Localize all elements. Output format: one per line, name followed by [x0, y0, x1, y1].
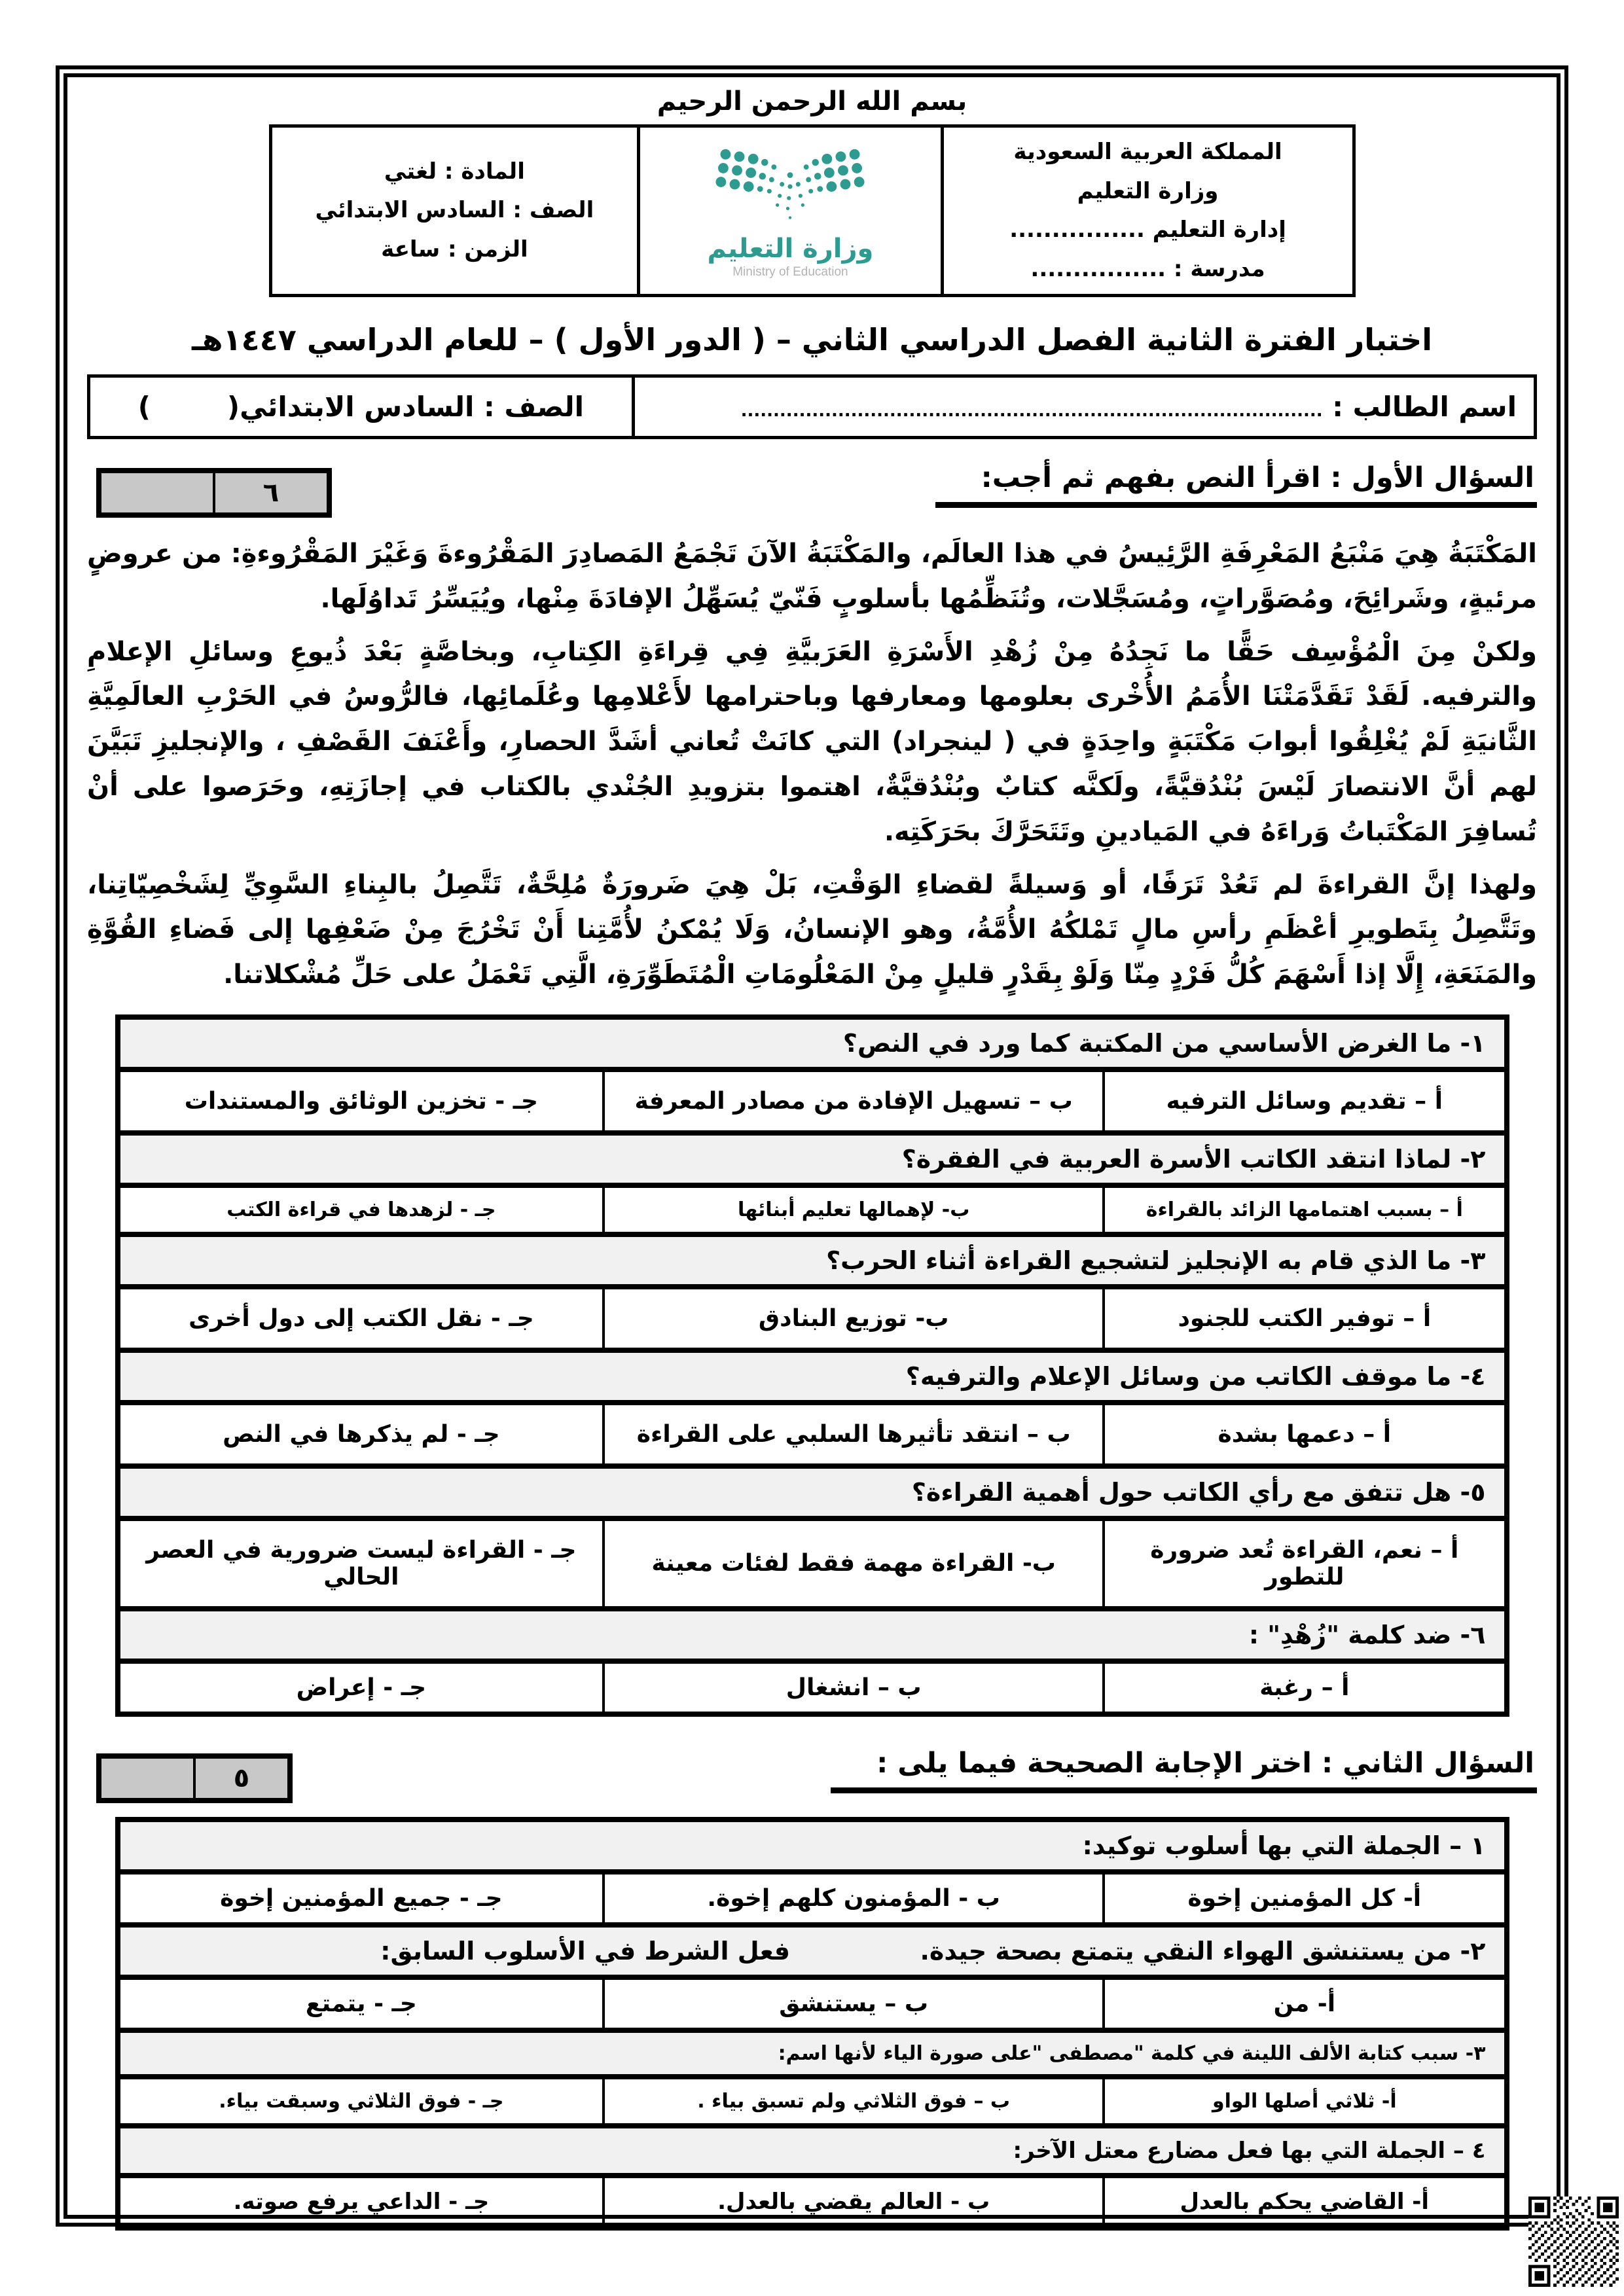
options-row [118, 1185, 1507, 1234]
option-b-cell: ب – انتقد تأثيرها السلبي على القراءة [604, 1403, 1104, 1466]
option-a-cell: أ- من [1104, 1977, 1506, 2030]
options-row [118, 1872, 1507, 1925]
student-name-cell [633, 376, 1535, 438]
logo-subtitle: Ministry of Education [732, 264, 848, 279]
question-row [118, 1609, 1507, 1661]
section1-questions-table [115, 1014, 1509, 1717]
student-class-cell: الصف : السادس الابتدائي( ) [89, 376, 634, 438]
section2-grade-value: ٥ [193, 1759, 287, 1798]
option-a-cell: أ – توفير الكتب للجنود [1104, 1287, 1506, 1350]
qr-code-icon [1528, 2197, 1619, 2287]
page-border-frame [56, 65, 1568, 2227]
question-text: ١- ما الغرض الأساسي من المكتبة كما ورد في النص؟ [118, 1017, 1507, 1069]
passage-paragraph-2: ولكنْ مِنَ الْمُؤْسِف حَقًّا ما نَجِدُهُ مِنْ زُهْدِ الأَسْرَةِ العَرَبيَّةِ فِي قِراءَةِ الكِتابِ، وبخاصَّةٍ بَعْدَ ذُيوعِ وسائلِ الإعلامِ والترفيه. لَقَدْ تَقَدَّمَتْنَا الأُمَمُ الأُخْرى بعلومها ومعارفها وباحترامها لأَعْلامِها وعُلَمائِها، فالرُّوسُ في الحَرْبِ العالَمِيَّةِ الثَّانيَةِ لَمْ يُغْلِقُوا أبوابَ مَكْتَبَةٍ واحِدَةٍ في ( لينجراد) التي كانَتْ تُعاني أشَدَّ الحصارِ، وأَعْنَفَ القَصْفِ ، والإنجليزِ تَبَيَّنَ لهم أنَّ الانتصارَ لَيْسَ بُنْدُقيَّةً، ولَكنَّه كتابٌ وبُنْدُقيَّةٌ، اهتموا بتزويدِ الجُنْدي بالكتاب في إجازَتِهِ، وحَرَصوا على أنْ تُسافِرَ المَكْتَباتُ وَراءَهُ في المَيادينِ وتَتَحَرَّكَ بحَرَكَتِه. [87, 636, 1537, 847]
option-b-cell: ب – يستنشق [604, 1977, 1104, 2030]
question-text: ٣- ما الذي قام به الإنجليز لتشجيع القراءة أثناء الحرب؟ [118, 1234, 1507, 1287]
question-text: ٤- ما موقف الكاتب من وسائل الإعلام والترفيه؟ [118, 1350, 1507, 1403]
header-right-cell [942, 126, 1354, 296]
question-text: ٢- من يستنشق الهواء النقي يتمتع بصحة جيدة. فعل الشرط في الأسلوب السابق: [118, 1925, 1507, 1977]
kingdom-line: المملكة العربية السعودية [1013, 139, 1282, 165]
option-b-cell: ب - العالم يقضي بالعدل. [604, 2176, 1104, 2228]
student-info-table [87, 374, 1537, 439]
option-c-cell: جـ - يتمتع [118, 1977, 604, 2030]
logo-wordmark: وزارة التعليم [707, 233, 874, 264]
option-b-cell: ب- لإهمالها تعليم أبنائها [604, 1185, 1104, 1234]
options-row [118, 2077, 1507, 2126]
option-c-cell: جـ - إعراض [118, 1661, 604, 1714]
option-b-cell: ب – فوق الثلاثي ولم تسبق بياء . [604, 2077, 1104, 2126]
option-b-cell: ب – انشغال [604, 1661, 1104, 1714]
school-line: مدرسة : ................ [1030, 255, 1265, 282]
header-left-cell [270, 126, 639, 296]
section2-questions-table [115, 1817, 1509, 2231]
option-a-cell: أ – دعمها بشدة [1104, 1403, 1506, 1466]
options-row [118, 1403, 1507, 1466]
options-row [118, 1287, 1507, 1350]
question-row [118, 1925, 1507, 1977]
question-row [118, 1234, 1507, 1287]
option-b-cell: ب - المؤمنون كلهم إخوة. [604, 1872, 1104, 1925]
ministry-of-education-logo-icon [704, 143, 876, 232]
student-name-line: .......................................................................................... [740, 401, 1323, 421]
edu-admin-line: إدارة التعليم ................ [1009, 217, 1286, 243]
option-a-cell: أ – رغبة [1104, 1661, 1506, 1714]
option-b-cell: ب- القراءة مهمة فقط لفئات معينة [604, 1518, 1104, 1609]
section1-grade-box [96, 468, 332, 518]
options-row [118, 1977, 1507, 2030]
question-text: ٥- هل تتفق مع رأي الكاتب حول أهمية القراءة؟ [118, 1466, 1507, 1518]
section2-heading-block [87, 1747, 1537, 1809]
options-row [118, 1069, 1507, 1133]
passage-paragraph-1: المَكْتَبَةُ هِيَ مَنْبَعُ المَعْرِفَةِ الرَّئِيسُ في هذا العالَم، والمَكْتَبَةُ الآنَ تَجْمَعُ المَصادِرَ المَقْرُوءةَ وَغَيْرَ المَقْرُوءةِ: من عروضٍ مرئيةٍ، وشَرائِحَ، ومُصَوَّراتٍ، ومُسَجَّلات، وتُنَظِّمُها بأسلوبٍ فَنّيّ يُسَهِّلُ الإفادَةَ مِنْها، ويُيَسِّرُ تَداوُلَها. [87, 539, 1537, 614]
option-c-cell: جـ - القراءة ليست ضرورية في العصر الحالي [118, 1518, 604, 1609]
question-row [118, 1350, 1507, 1403]
question-text: ٤ – الجملة التي بها فعل مضارع معتل الآخر: [118, 2126, 1507, 2176]
option-a-cell: أ- القاضي يحكم بالعدل [1104, 2176, 1506, 2228]
section1-heading: السؤال الأول : اقرأ النص بفهم ثم أجب: [935, 461, 1537, 508]
question-row [118, 2126, 1507, 2176]
class-line: الصف : السادس الابتدائي [315, 197, 594, 224]
option-a-cell: أ – نعم، القراءة تُعد ضرورة للتطور [1104, 1518, 1506, 1609]
section2-grade-box [96, 1753, 293, 1803]
section2-grade-empty-cell [101, 1759, 193, 1798]
student-name-label: اسم الطالب : [1332, 391, 1517, 423]
options-row [118, 2176, 1507, 2228]
passage-paragraph-3: ولهذا إنَّ القراءةَ لم تَعُدْ تَرَفًا، أو وَسيلةً لقضاءِ الوَقْتِ، بَلْ هِيَ ضَرورَةٌ مُلِحَّةٌ، تَتَّصِلُ بالبِناءِ السَّوِيِّ لِشَخْصِيّاتِنا، وتَتَّصِلُ بِتَطويرِ أعْظَمِ رأسِ مالٍ تَمْلكُهُ الأُمَّةُ، وهو الإنسانُ، وَلَا يُمْكنُ لأُمَّتِنا أَنْ تَخْرُجَ مِنْ ضَعْفِها إلى فَضاءِ القُوَّةِ والمَنَعَةِ، إِلَّا إذا أَسْهَمَ كُلُّ فَرْدٍ مِنّا وَلَوْ بِقَدْرٍ قليلٍ مِنْ المَعْلُومَاتِ الْمُتَطَوِّرَةِ، الَّتِي تَعْمَلُ على حَلِّ مُشْكلاتنا. [87, 869, 1537, 990]
time-line: الزمن : ساعة [381, 236, 528, 262]
question-row [118, 1017, 1507, 1069]
option-a-cell: أ- ثلاثي أصلها الواو [1104, 2077, 1506, 2126]
options-row [118, 1518, 1507, 1609]
section2-heading: السؤال الثاني : اختر الإجابة الصحيحة فيما يلى : [831, 1747, 1537, 1793]
header-table [269, 124, 1356, 297]
option-c-cell: جـ - فوق الثلاثي وسبقت بياء. [118, 2077, 604, 2126]
option-a-cell: أ – تقديم وسائل الترفيه [1104, 1069, 1506, 1133]
question-row [118, 2030, 1507, 2077]
question-text: ١ – الجملة التي بها أسلوب توكيد: [118, 1820, 1507, 1872]
options-row [118, 1661, 1507, 1714]
option-c-cell: جـ - لم يذكرها في النص [118, 1403, 604, 1466]
option-c-cell: جـ - جميع المؤمنين إخوة [118, 1872, 604, 1925]
question-row [118, 1820, 1507, 1872]
option-a-cell: أ- كل المؤمنين إخوة [1104, 1872, 1506, 1925]
option-c-cell: جـ - الداعي يرفع صوته. [118, 2176, 604, 2228]
option-b-cell: ب- توزيع البنادق [604, 1287, 1104, 1350]
header-logo-cell [639, 126, 942, 296]
option-c-cell: جـ - نقل الكتب إلى دول أخرى [118, 1287, 604, 1350]
option-c-cell: جـ - لزهدها في قراءة الكتب [118, 1185, 604, 1234]
option-c-cell: جـ - تخزين الوثائق والمستندات [118, 1069, 604, 1133]
bismillah-text: بسم الله الرحمن الرحيم [657, 86, 967, 117]
section1-heading-block [87, 461, 1537, 524]
exam-title: اختبار الفترة الثانية الفصل الدراسي الثاني – ( الدور الأول ) – للعام الدراسي ١٤٤٧هـ [191, 322, 1433, 357]
question-text: ٢- لماذا انتقد الكاتب الأسرة العربية في الفقرة؟ [118, 1133, 1507, 1185]
subject-line: المادة : لغتي [384, 158, 525, 185]
question-row [118, 1466, 1507, 1518]
question-text: ٦- ضد كلمة "زُهْدِ" : [118, 1609, 1507, 1661]
ministry-line: وزارة التعليم [1077, 177, 1219, 204]
section1-grade-empty-cell [101, 473, 213, 512]
question-text: ٣- سبب كتابة الألف اللينة في كلمة "مصطفى "على صورة الياء لأنها اسم: [118, 2030, 1507, 2077]
option-a-cell: أ – بسبب اهتمامها الزائد بالقراءة [1104, 1185, 1506, 1234]
question-row [118, 1133, 1507, 1185]
option-b-cell: ب – تسهيل الإفادة من مصادر المعرفة [604, 1069, 1104, 1133]
section1-grade-value: ٦ [213, 473, 327, 512]
